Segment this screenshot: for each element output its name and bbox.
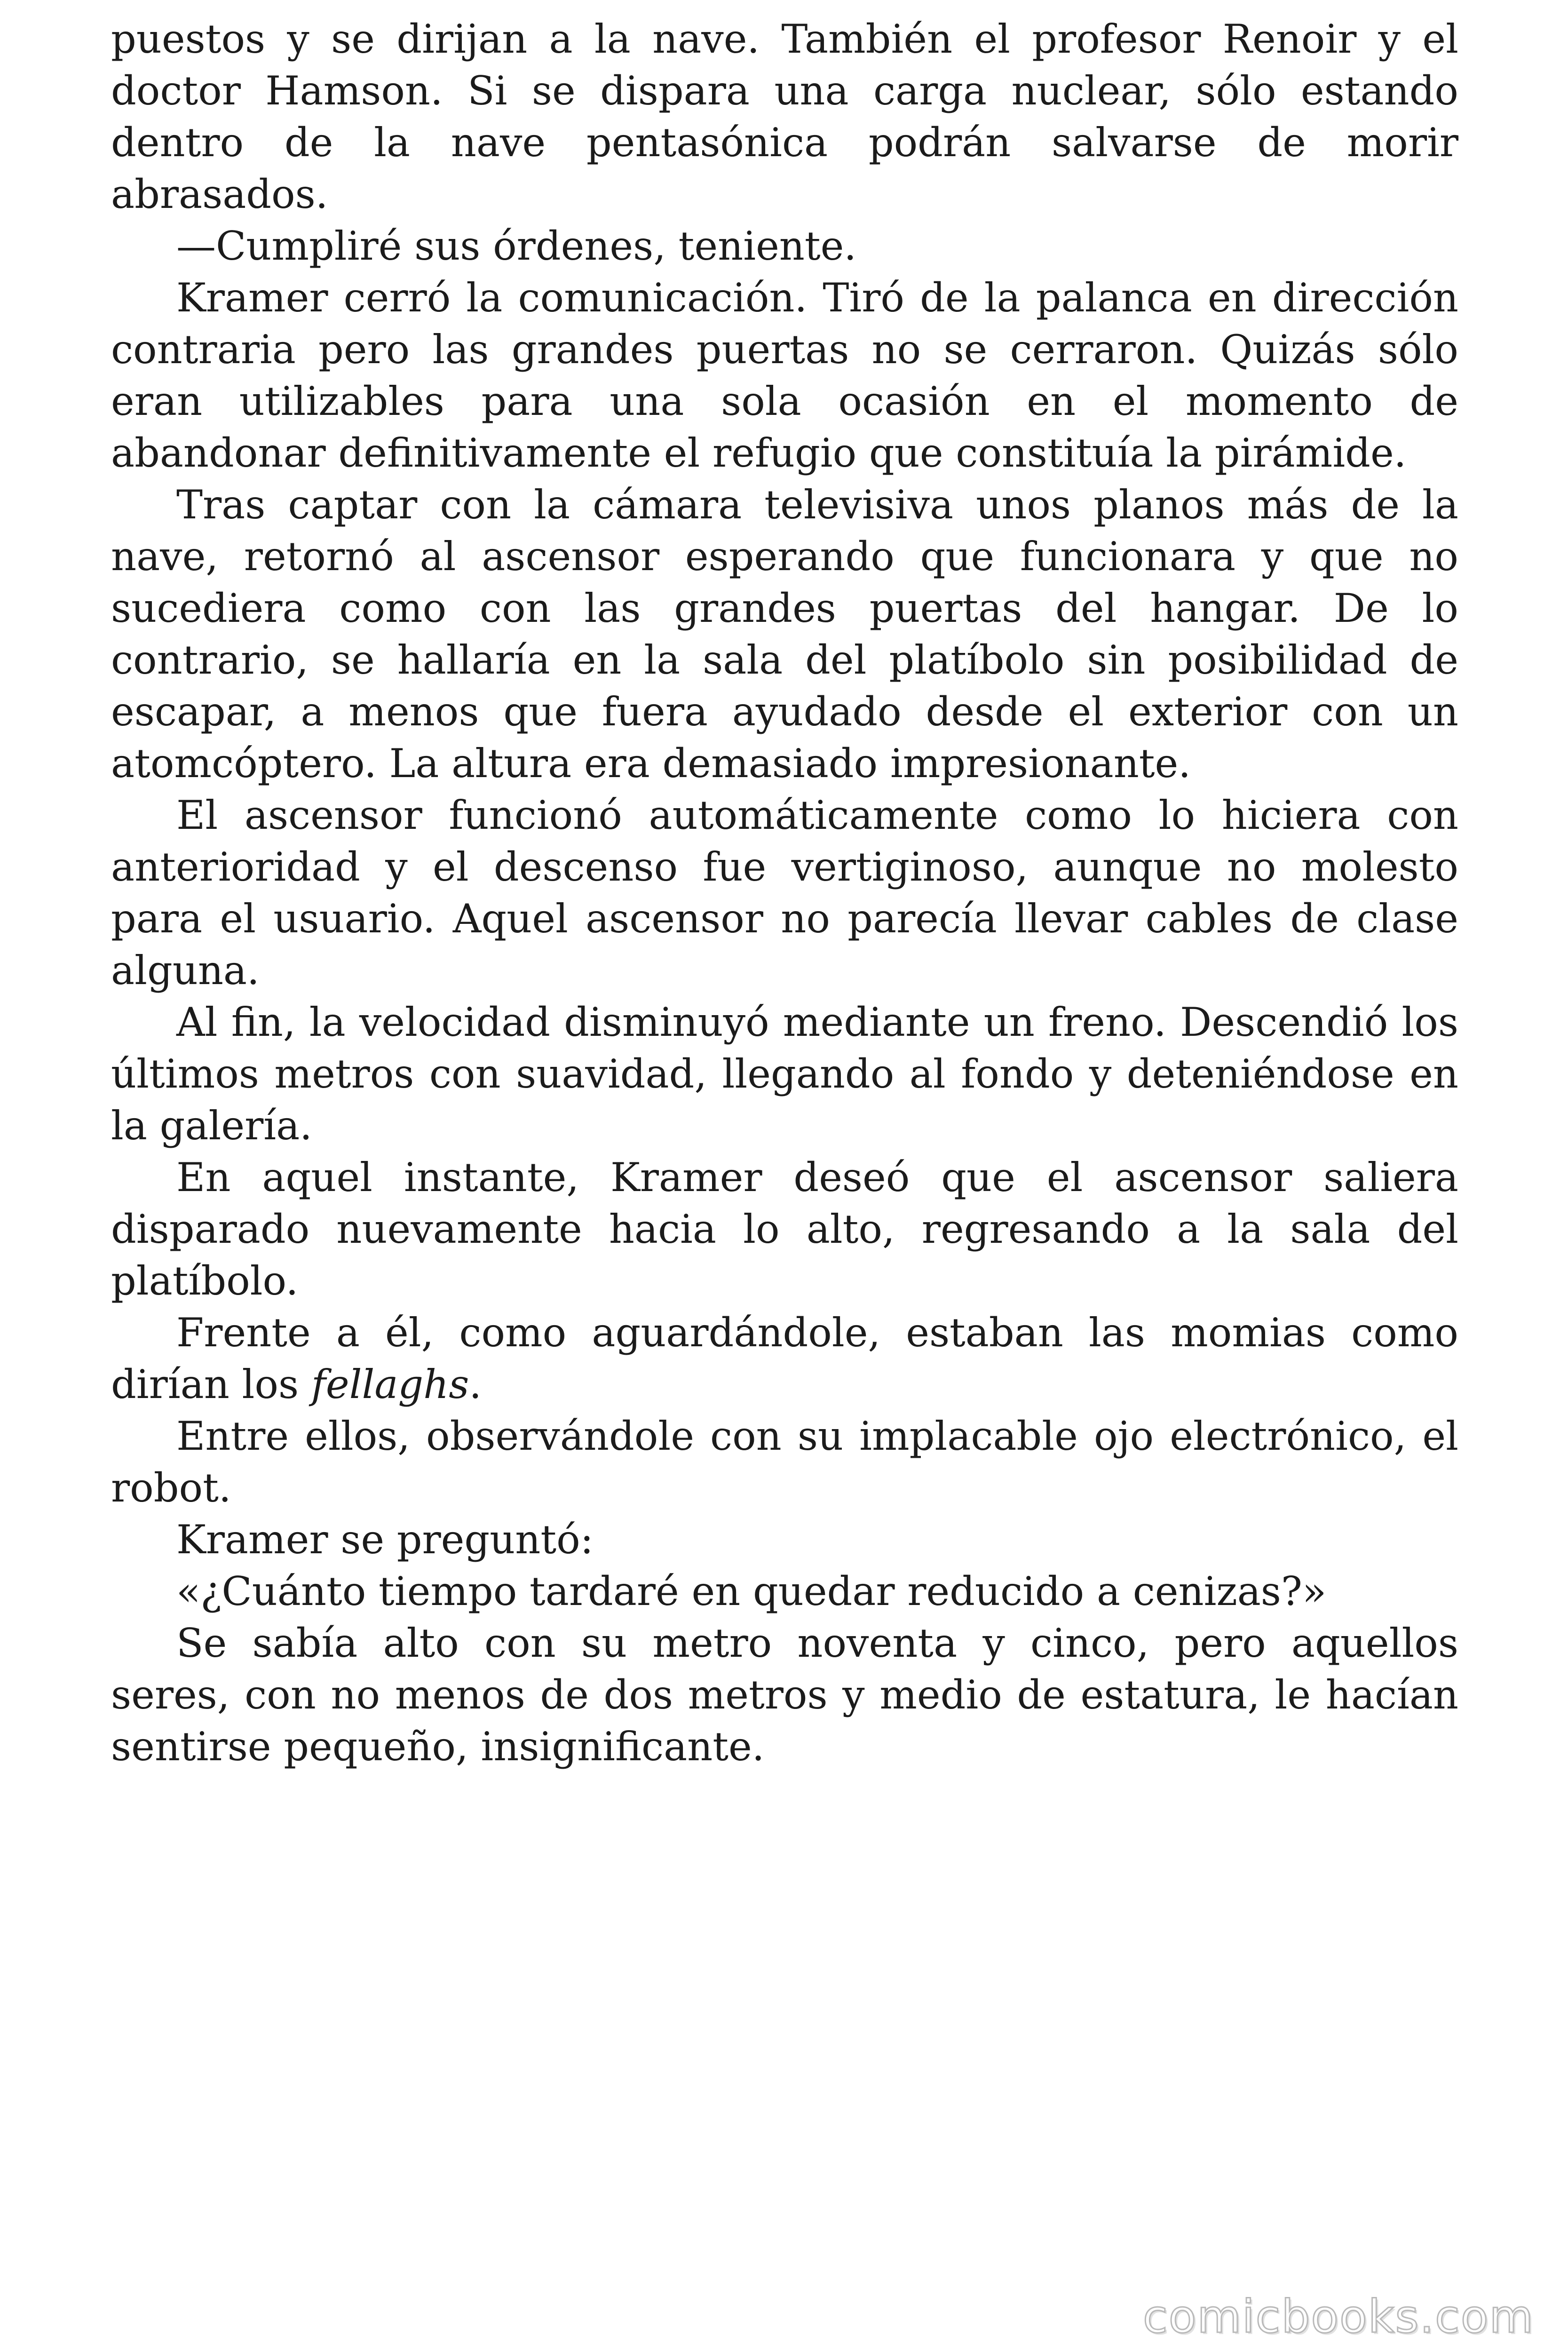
page-body: [111, 13, 1458, 1772]
paragraph-7: En aquel instante, Kramer deseó que el ascensor saliera disparado nuevamente hacia lo alto, regresando a la sala del platíbolo.: [111, 1154, 1458, 1304]
paragraph-10: Kramer se preguntó:: [176, 1517, 594, 1563]
paragraph-8-end: .: [469, 1361, 482, 1407]
italic-term: fellaghs: [311, 1361, 469, 1407]
paragraph-8-text: Frente a él, como aguardándole, estaban las momias como dirían los: [111, 1310, 1458, 1407]
watermark: comicbooks.com: [1142, 2290, 1534, 2343]
paragraph-1: puestos y se dirijan a la nave. También el profesor Renoir y el doctor Hamson. Si se dispara una carga nuclear, sólo estando dentro de la nave pentasónica podrán salvarse de morir abrasados.: [111, 16, 1458, 217]
paragraph-12: Se sabía alto con su metro noventa y cinco, pero aquellos seres, con no menos de dos metros y medio de estatura, le hacían sentirse pequeño, insignificante.: [111, 1620, 1458, 1770]
paragraph-2: —Cumpliré sus órdenes, teniente.: [176, 223, 857, 269]
paragraph-6: Al fin, la velocidad disminuyó mediante un freno. Descendió los últimos metros con suavidad, llegando al fondo y deteniéndose en la galería.: [111, 999, 1458, 1149]
paragraph-9: Entre ellos, observándole con su implacable ojo electrónico, el robot.: [111, 1413, 1458, 1511]
paragraph-11: «¿Cuánto tiempo tardaré en quedar reducido a cenizas?»: [176, 1568, 1327, 1614]
paragraph-8: [111, 1307, 1458, 1410]
paragraph-4: Tras captar con la cámara televisiva unos planos más de la nave, retornó al ascensor esperando que funcionara y que no sucediera como con las grandes puertas del hangar. De lo contrario, se hallaría en la sala del platíbolo sin posibilidad de escapar, a menos que fuera ayudado desde el exterior con un atomcóptero. La altura era demasiado impresionante.: [111, 482, 1458, 787]
paragraph-5: El ascensor funcionó automáticamente como lo hiciera con anterioridad y el descenso fue vertiginoso, aunque no molesto para el usuario. Aquel ascensor no parecía llevar cables de clase alguna.: [111, 792, 1458, 993]
paragraph-3: Kramer cerró la comunicación. Tiró de la palanca en dirección contraria pero las grandes puertas no se cerraron. Quizás sólo eran utilizables para una sola ocasión en el momento de abandonar definitivamente el refugio que constituía la pirámide.: [111, 275, 1458, 476]
